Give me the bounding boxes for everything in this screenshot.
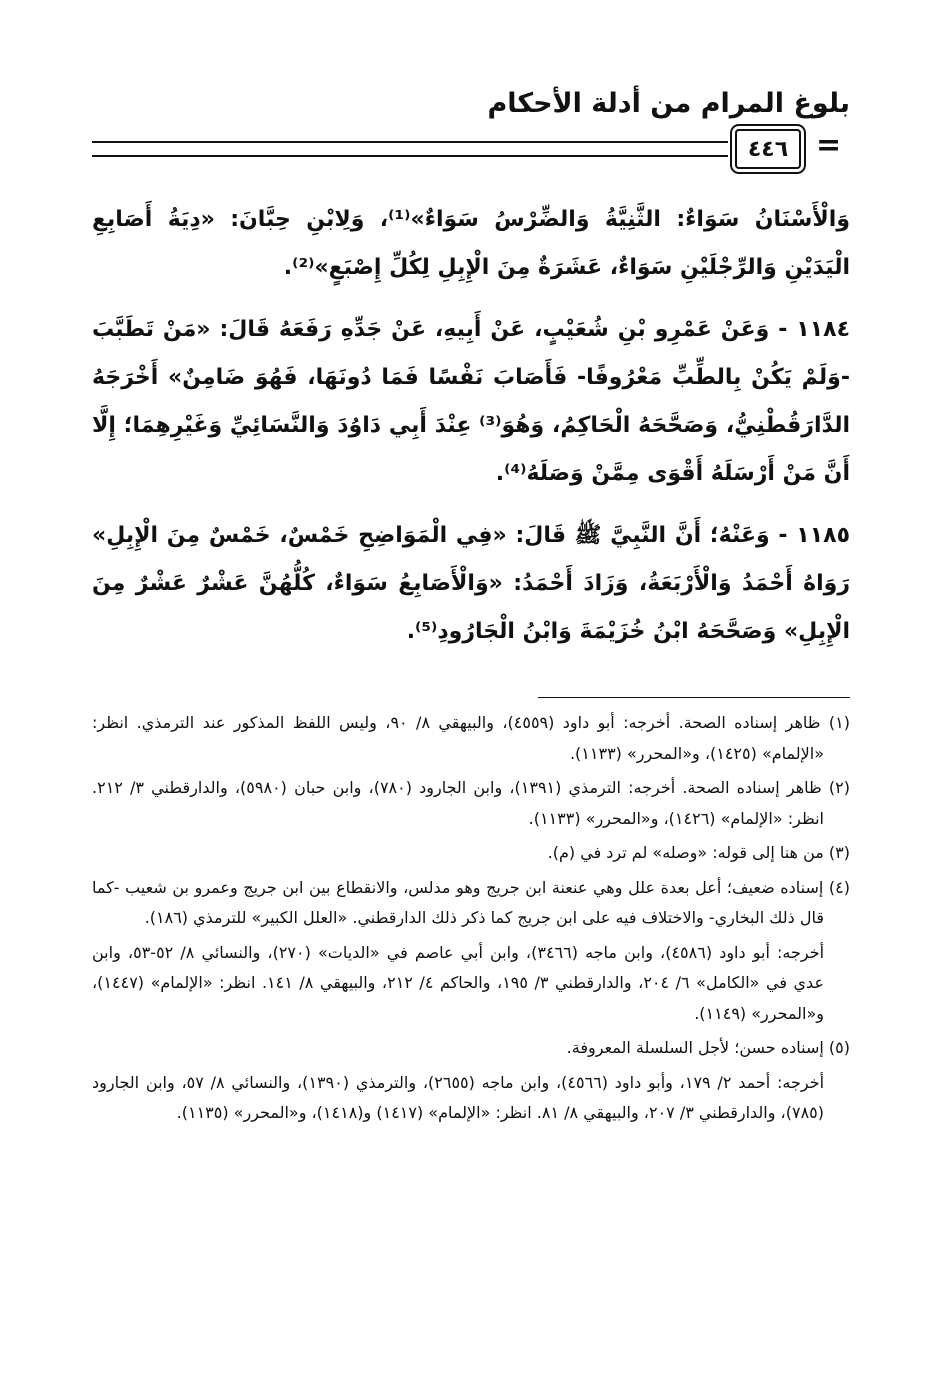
- footnote-1: (١) ظاهر إسناده الصحة. أخرجه: أبو داود (٤٥٥٩)، والبيهقي ٨/ ٩٠، وليس اللفظ المذكور عند الترمذي. انظر: «الإلمام» (١٤٢٥)، و«المحرر» (١١٣٣).: [92, 713, 850, 763]
- footnote-3: (٣) من هنا إلى قوله: «وصله» لم ترد في (م).: [547, 843, 850, 862]
- main-text: [92, 196, 850, 670]
- page-number: [735, 129, 801, 169]
- header-equals-mark: =: [816, 128, 842, 163]
- header-rule-top: [92, 141, 728, 143]
- footnote-5: (٥) إسناده حسن؛ لأجل السلسلة المعروفة.: [566, 1038, 850, 1057]
- header-rule-bottom: [92, 155, 728, 157]
- footnote-2: (٢) ظاهر إسناده الصحة. أخرجه: الترمذي (١٣٩١)، وابن الجارود (٧٨٠)، وابن حبان (٥٩٨٠)، والدارقطني ٣/ ٢١٢. انظر: «الإلمام» (١٤٢٦)، و«المحرر» (١١٣٣).: [92, 778, 850, 828]
- page-number-label: ٤٤٦: [747, 136, 789, 162]
- book-title: بلوغ المرام من أدلة الأحكام: [487, 88, 850, 119]
- paragraph-1: وَالْأَسْنَانُ سَوَاءٌ: الثَّنِيَّةُ وَالضِّرْسُ سَوَاءٌ»⁽¹⁾، وَلِابْنِ حِبَّانَ: «دِيَةُ أَصَابِعِ الْيَدَيْنِ وَالرِّجْلَيْنِ سَوَاءٌ، عَشَرَةٌ مِنَ الْإِبِلِ لِكُلِّ إِصْبَعٍ»⁽²⁾.: [92, 207, 851, 280]
- hadith-1184: ١١٨٤ - وَعَنْ عَمْرِو بْنِ شُعَيْبٍ، عَنْ أَبِيهِ، عَنْ جَدِّهِ رَفَعَهُ قَالَ: «مَنْ تَطَبَّبَ -وَلَمْ يَكُنْ بِالطِّبِّ مَعْرُوفًا- فَأَصَابَ نَفْسًا فَمَا دُونَهَا، فَهُوَ ضَامِنٌ» أَخْرَجَهُ الدَّارَقُطْنِيُّ، وَصَحَّحَهُ الْحَاكِمُ، وَهُوَ⁽³⁾ عِنْدَ أَبِي دَاوُدَ وَالنَّسَائِيِّ وَغَيْرِهِمَا؛ إِلَّا أَنَّ مَنْ أَرْسَلَهُ أَقْوَى مِمَّنْ وَصَلَهُ⁽⁴⁾.: [92, 317, 851, 486]
- footnote-4: (٤) إسناده ضعيف؛ أعل بعدة علل وهي عنعنة ابن جريج وهو مدلس، والانقطاع بين ابن جريج وعمرو بن شعيب -كما قال ذلك البخاري- والاختلاف فيه على ابن جريج كما ذكر ذلك الدارقطني. «العلل الكبير» للترمذي (١٨٦).: [92, 877, 850, 927]
- footnote-5-sources: أخرجه: أحمد ٢/ ١٧٩، وأبو داود (٤٥٦٦)، وابن ماجه (٢٦٥٥)، والترمذي (١٣٩٠)، والنسائي ٨/ ٥٧، وابن الجارود (٧٨٥)، والدارقطني ٣/ ٢٠٧، والبيهقي ٨/ ٨١. انظر: «الإلمام» (١٤١٧) و(١٤١٨)، و«المحرر» (١١٣٥).: [92, 1072, 825, 1122]
- hadith-1185: ١١٨٥ - وَعَنْهُ؛ أَنَّ النَّبِيَّ ﷺ قَالَ: «فِي الْمَوَاضِحِ خَمْسٌ، خَمْسٌ مِنَ الْإِبِلِ» رَوَاهُ أَحْمَدُ وَالْأَرْبَعَةُ، وَزَادَ أَحْمَدُ: «وَالْأَصَابِعُ سَوَاءٌ، كُلُّهُنَّ عَشْرٌ عَشْرٌ مِنَ الْإِبِلِ» وَصَحَّحَهُ ابْنُ خُزَيْمَةَ وَابْنُ الْجَارُودِ⁽⁵⁾.: [92, 523, 850, 644]
- footnotes: [92, 708, 850, 1133]
- footnote-separator: [538, 697, 850, 698]
- footnote-4-sources: أخرجه: أبو داود (٤٥٨٦)، وابن ماجه (٣٤٦٦)، وابن أبي عاصم في «الديات» (٢٧٠)، والنسائي ٨/ ٥٢-٥٣، وابن عدي في «الكامل» ٦/ ٢٠٤، والدارقطني ٣/ ١٩٥، والحاكم ٤/ ٢١٢، والبيهقي ٨/ ١٤١. انظر: «الإلمام» (١٤٤٧)، و«المحرر» (١١٤٩).: [92, 942, 825, 1023]
